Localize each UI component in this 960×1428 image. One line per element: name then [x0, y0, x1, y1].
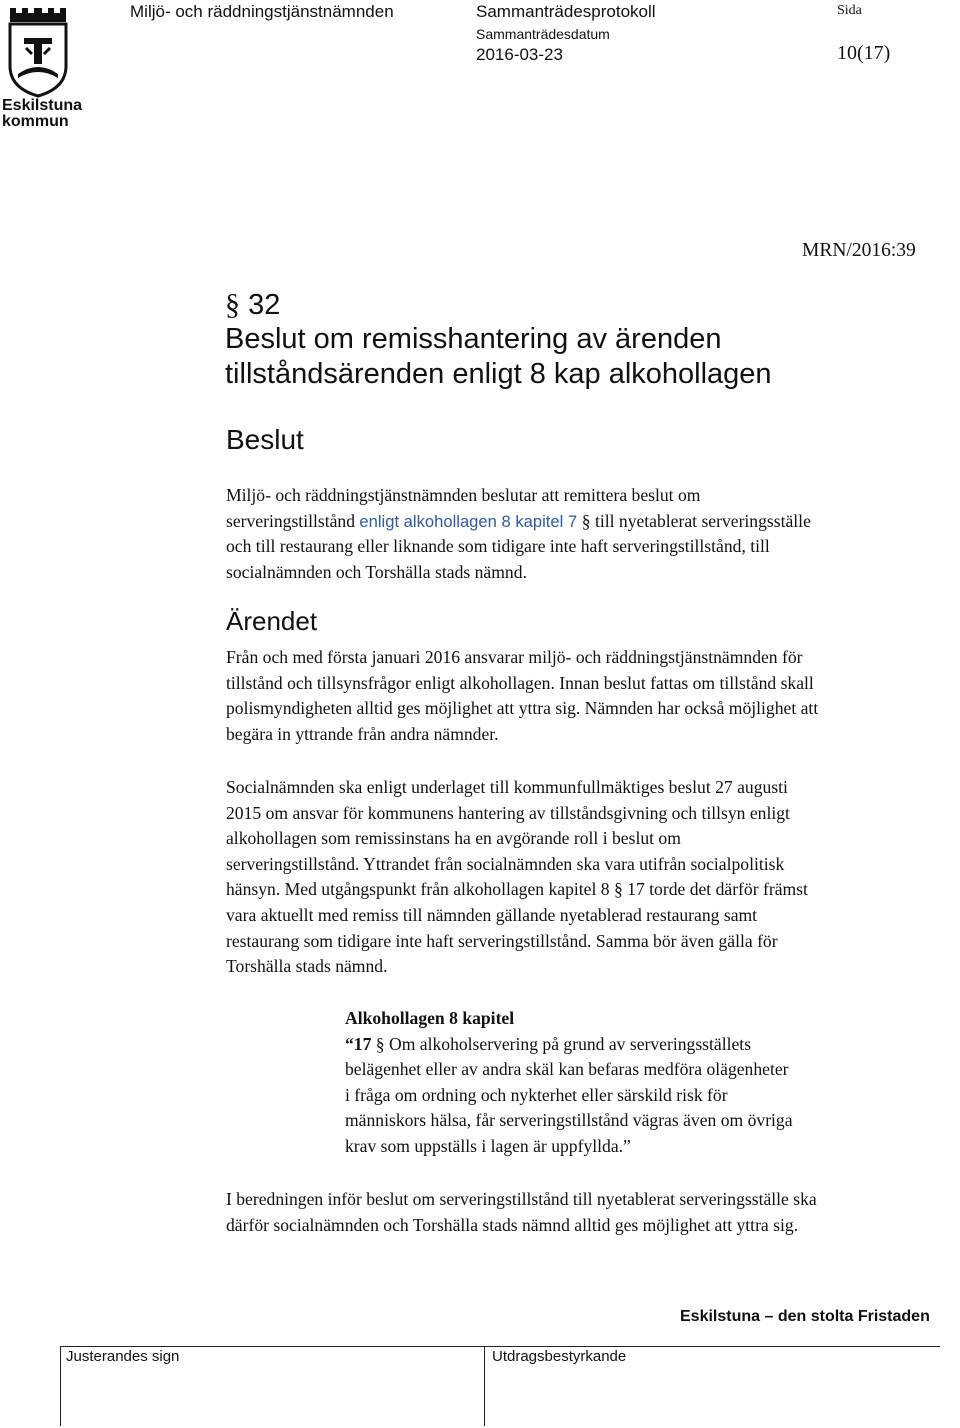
beslut-line-text: till nyetablerat serveringsställe [590, 510, 811, 531]
beslut-line-text: socialnämnden och Torshälla stads nämnd. [226, 561, 527, 582]
paragraph-symbol: § [581, 510, 591, 531]
beslut-line [226, 509, 811, 535]
meeting-date-label: Sammanträdesdatum [476, 26, 610, 42]
section-title-line1: Beslut om remisshantering av ärenden [225, 323, 722, 355]
text-line: alkohollagen som remissinstans ha en avgörande roll i beslut om [226, 828, 681, 849]
quote-line: människors hälsa, får serveringstillstånd vägras även om övriga [345, 1110, 793, 1131]
paragraph-symbol: § [613, 879, 623, 900]
text-line [226, 903, 808, 929]
arendet-paragraph-1 [226, 645, 818, 747]
section-title-line2: tillståndsärenden enligt 8 kap alkohollagen [225, 358, 772, 390]
quote-paragraph-number: 17 [353, 1033, 372, 1054]
document-type: Sammanträdesprotokoll [476, 2, 656, 21]
quote-text: krav som uppställs i lagen är uppfyllda. [345, 1135, 624, 1156]
page-number: 10(17) [837, 42, 891, 64]
law-reference: enligt alkohollagen 8 kapitel 7 [359, 511, 582, 531]
beslut-line [226, 560, 811, 586]
quote-line [345, 1032, 793, 1058]
highlighted-text: aktuellt med remiss till nämnden [260, 904, 492, 925]
quote-heading: Alkohollagen 8 kapitel [345, 1008, 515, 1028]
text-span: vara [226, 904, 261, 925]
text-span: hänsyn. Med utgångspunkt från alkohollagen kapitel 8 [226, 879, 614, 900]
extract-certification-label: Utdragsbestyrkande [492, 1348, 627, 1365]
quote-line: belägenhet eller av andra skäl kan befaras medföra olägenheter [345, 1059, 789, 1080]
text-line: I beredningen inför beslut om serveringstillstånd till nyetablerat serveringsställe ska [226, 1189, 817, 1209]
beslut-line-text: serveringstillstånd [226, 510, 360, 531]
open-quote: “ [345, 1033, 354, 1054]
section-heading [225, 287, 280, 323]
text-line: restaurang som tidigare inte haft serveringstillstånd. Samma bör även gälla för [226, 930, 778, 951]
footer-slogan: Eskilstuna – den stolta Fristaden [680, 1308, 930, 1325]
beslut-line [226, 534, 811, 560]
meeting-date: 2016-03-23 [476, 45, 563, 64]
text-line: serveringstillstånd. Yttrandet från socialnämnden ska vara utifrån socialpolitisk [226, 853, 785, 874]
close-quote: ” [623, 1135, 631, 1156]
quote-line [345, 1134, 793, 1160]
logo-text-line1: Eskilstuna [2, 97, 83, 114]
text-span: 17 torde det därför främst [622, 879, 808, 900]
text-line: Torshälla stads nämnd. [226, 956, 388, 977]
case-number: MRN/2016:39 [802, 240, 916, 261]
text-line: Socialnämnden ska enligt underlaget till kommunfullmäktiges beslut 27 augusti [226, 777, 788, 797]
arendet-paragraph-2 [226, 775, 808, 980]
text-line: begära in yttrande från andra nämnder. [226, 723, 499, 744]
section-symbol: § [225, 288, 240, 321]
text-line: polismyndigheten alltid ges möjlighet att yttra sig. Nämnden har också möjlighet att [226, 698, 819, 719]
beslut-line-text: och till restaurang eller liknande som tidigare inte haft serveringstillstånd, till [226, 536, 770, 557]
logo-text-line2: kommun [2, 113, 69, 130]
footer-box-left [60, 1346, 61, 1426]
beslut-line-text: Miljö- och räddningstjänstnämnden beslutar att remittera beslut om [226, 485, 701, 505]
page-label: Sida [837, 3, 862, 18]
text-line: tillstånd och tillsynsfrågor enligt alkohollagen. Innan beslut fattas om tillstånd skall [226, 672, 814, 693]
text-line: därför socialnämnden och Torshälla stads nämnd alltid ges möjlighet att yttra sig. [226, 1214, 799, 1235]
beslut-heading: Beslut [226, 424, 304, 455]
law-quote [345, 1006, 793, 1160]
paragraph-symbol: § [375, 1033, 385, 1054]
section-number: 32 [248, 289, 281, 321]
text-line [226, 877, 808, 903]
text-line: 2015 om ansvar för kommunens hantering av tillståndsgivning och tillsyn enligt [226, 802, 790, 823]
quote-line: i fråga om ordning och nykterhet eller särskild risk för [345, 1084, 728, 1105]
footer-box-middle [484, 1346, 485, 1426]
committee-name: Miljö- och räddningstjänstnämnden [130, 2, 394, 21]
footer-divider [60, 1346, 940, 1347]
beslut-paragraph [226, 483, 811, 585]
quote-text: Om alkoholservering på grund av serveringsställets [384, 1033, 752, 1054]
text-span: gällande nyetablerad restaurang samt [491, 904, 758, 925]
closing-paragraph [226, 1187, 817, 1238]
signature-label: Justerandes sign [66, 1348, 180, 1365]
arendet-heading: Ärendet [226, 606, 318, 636]
beslut-line [226, 483, 811, 509]
text-line: Från och med första januari 2016 ansvarar miljö- och räddningstjänstnämnden för [226, 647, 803, 667]
municipal-logo [2, 4, 83, 130]
